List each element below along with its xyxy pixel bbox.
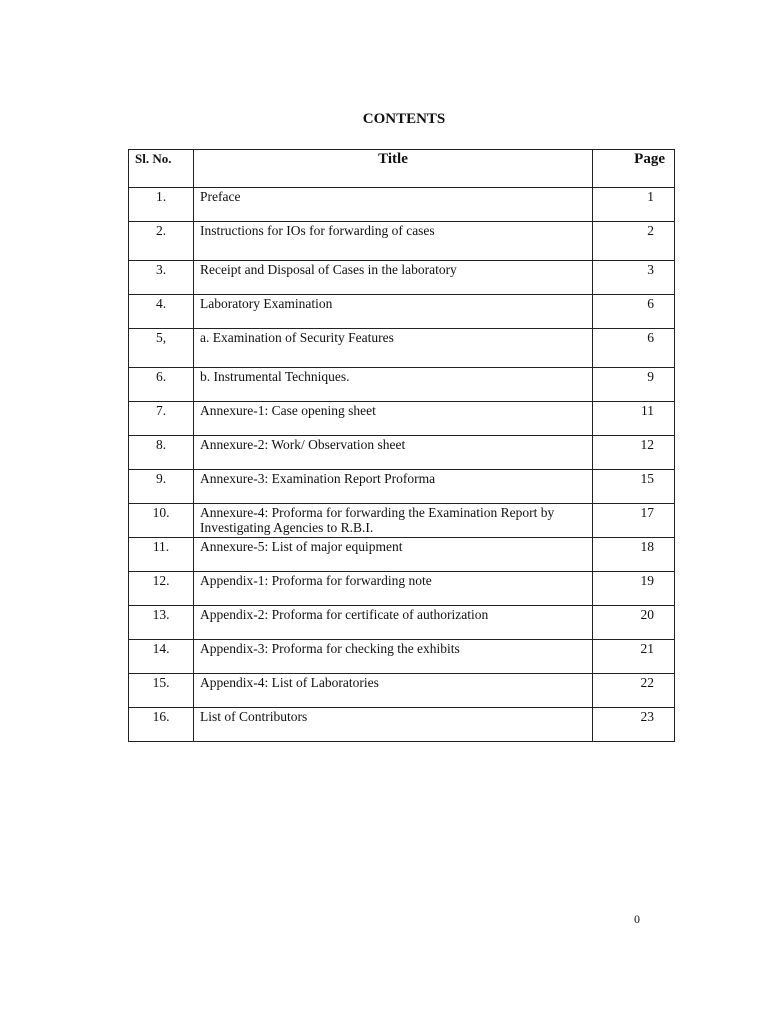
row-sl-no: 10. (129, 504, 194, 538)
row-sl-no: 16. (129, 708, 194, 742)
row-sl-no: 15. (129, 674, 194, 708)
row-page: 2 (593, 222, 675, 261)
row-title: a. Examination of Security Features (194, 329, 593, 368)
row-title: Appendix-2: Proforma for certificate of authorization (194, 606, 593, 640)
page-number: 0 (634, 912, 640, 926)
row-page: 19 (593, 572, 675, 606)
table-row (129, 674, 675, 708)
row-title: Instructions for IOs for forwarding of cases (194, 222, 593, 261)
row-sl-no: 13. (129, 606, 194, 640)
row-page: 6 (593, 329, 675, 368)
table-row (129, 295, 675, 329)
row-title: Receipt and Disposal of Cases in the laboratory (194, 261, 593, 295)
row-title: Annexure-1: Case opening sheet (194, 402, 593, 436)
row-title: List of Contributors (194, 708, 593, 742)
row-sl-no: 7. (129, 402, 194, 436)
row-page: 3 (593, 261, 675, 295)
row-title: Annexure-3: Examination Report Proforma (194, 470, 593, 504)
table-row (129, 640, 675, 674)
row-title: Laboratory Examination (194, 295, 593, 329)
row-page: 9 (593, 368, 675, 402)
row-sl-no: 12. (129, 572, 194, 606)
row-title: Appendix-1: Proforma for forwarding note (194, 572, 593, 606)
row-page: 23 (593, 708, 675, 742)
row-title: Appendix-3: Proforma for checking the exhibits (194, 640, 593, 674)
row-title: Annexure-4: Proforma for forwarding the Examination Report by Investigating Agencies to R.B.I. (194, 504, 593, 538)
row-page: 15 (593, 470, 675, 504)
table-row (129, 261, 675, 295)
row-title: Annexure-2: Work/ Observation sheet (194, 436, 593, 470)
row-page: 12 (593, 436, 675, 470)
row-sl-no: 4. (129, 295, 194, 329)
table-row (129, 436, 675, 470)
contents-table (128, 149, 675, 742)
row-sl-no: 2. (129, 222, 194, 261)
table-row (129, 708, 675, 742)
row-title: Preface (194, 188, 593, 222)
row-title: b. Instrumental Techniques. (194, 368, 593, 402)
row-title: Annexure-5: List of major equipment (194, 538, 593, 572)
page-title: CONTENTS (362, 111, 446, 127)
table-row (129, 402, 675, 436)
column-header-title: Title (194, 150, 593, 188)
column-header-page: Page (593, 150, 675, 188)
row-page: 17 (593, 504, 675, 538)
table-row (129, 504, 675, 538)
table-header-row (129, 150, 675, 188)
row-page: 22 (593, 674, 675, 708)
table-row (129, 606, 675, 640)
row-page: 21 (593, 640, 675, 674)
table-row (129, 470, 675, 504)
row-page: 11 (593, 402, 675, 436)
row-page: 6 (593, 295, 675, 329)
row-sl-no: 3. (129, 261, 194, 295)
row-sl-no: 11. (129, 538, 194, 572)
row-sl-no: 5, (129, 329, 194, 368)
row-page: 20 (593, 606, 675, 640)
row-sl-no: 14. (129, 640, 194, 674)
table-row (129, 538, 675, 572)
row-page: 18 (593, 538, 675, 572)
row-sl-no: 9. (129, 470, 194, 504)
table-row (129, 222, 675, 261)
row-sl-no: 8. (129, 436, 194, 470)
row-title: Appendix-4: List of Laboratories (194, 674, 593, 708)
row-page: 1 (593, 188, 675, 222)
table-row (129, 188, 675, 222)
table-row (129, 572, 675, 606)
row-sl-no: 1. (129, 188, 194, 222)
column-header-sl-no: Sl. No. (129, 150, 194, 188)
row-sl-no: 6. (129, 368, 194, 402)
table-row (129, 368, 675, 402)
table-row (129, 329, 675, 368)
